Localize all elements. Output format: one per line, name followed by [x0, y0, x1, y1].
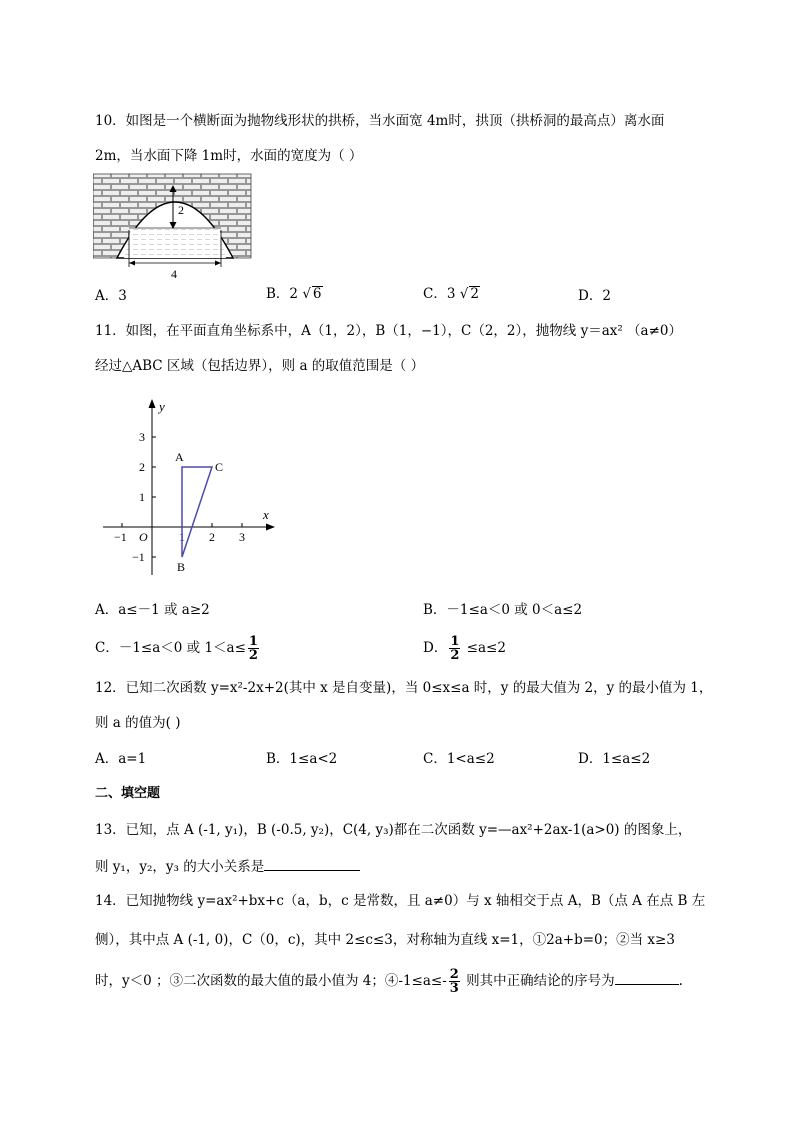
q11-x-tick: 2 — [209, 530, 215, 544]
q11-origin-label: O — [139, 530, 148, 544]
q10-stem-line1: 10．如图是一个横断面为抛物线形状的拱桥，当水面宽 4m时，拱顶（拱桥洞的最高点）离水面 — [95, 113, 665, 129]
q10-option-b-radicand: 6 — [312, 286, 322, 302]
q13-stem-line2 — [95, 856, 360, 876]
fraction-numerator: 1 — [248, 634, 258, 649]
fraction-denominator: 3 — [449, 981, 459, 996]
q10-option-a — [95, 287, 127, 305]
q10-option-d-label: D． — [578, 288, 603, 304]
q11-coordinate-figure — [95, 395, 285, 580]
fraction-numerator: 1 — [450, 634, 460, 649]
q10-option-a-label: A． — [95, 288, 119, 304]
q10-option-d-value: 2 — [602, 288, 611, 304]
q11-option-d-text: ≤a≤2 — [462, 640, 506, 656]
q10-option-b — [266, 285, 323, 303]
q10-stem-line2: 2m，当水面下降 1m时，水面的宽度为（ ） — [95, 148, 363, 164]
q11-option-d-label: D． — [423, 640, 448, 656]
sqrt-symbol-icon: √ — [459, 286, 469, 302]
q11-option-b: B．－1≤a＜0 或 0＜a≤2 — [423, 602, 583, 618]
q10-option-b-coef: 2 — [289, 286, 303, 302]
q14-stem-text: 时，y＜0 ；③二次函数的最大值的最小值为 4；④-1≤a≤- — [95, 973, 447, 989]
q12-option-a: A．a=1 — [95, 751, 147, 767]
q11-option-d-fraction — [449, 635, 460, 662]
q10-option-b-label: B． — [266, 286, 290, 302]
q13-stem-line1: 13．已知，点 A (-1, y₁)，B (-0.5, y₂)，C(4, y₃)都在二次函数 y=—ax²+2ax-1(a>0) 的图象上， — [95, 822, 692, 838]
q10-option-d — [578, 287, 611, 305]
q13-stem-text: 则 y₁，y₂，y₃ 的大小关系是 — [95, 859, 265, 875]
q12-option-c: C．1<a≤2 — [423, 751, 495, 767]
q10-height-label: 2 — [178, 203, 184, 217]
q11-stem-line1: 11．如图，在平面直角坐标系中，A（1，2），B（1，−1），C（2，2），抛物线 y＝ax² （a≠0） — [95, 323, 683, 339]
fraction-denominator: 2 — [248, 648, 258, 663]
q11-y-tick: −1 — [132, 550, 145, 564]
q11-y-tick: 1 — [139, 490, 145, 504]
q11-option-c-fraction — [248, 635, 259, 662]
q11-point-b-label: B — [177, 560, 186, 574]
q11-y-axis-label: y — [159, 399, 165, 414]
q14-stem-line2: 侧），其中点 A (-1, 0)，C（0，c)，其中 2≤c≤3，对称轴为直线 x=1，①2a+b=0；②当 x≥3 — [95, 932, 675, 948]
q10-option-c-coef: 3 — [446, 286, 460, 302]
q11-point-a-label: A — [175, 450, 184, 464]
q12-option-d: D．1≤a≤2 — [578, 751, 651, 767]
q10-option-a-value: 3 — [118, 288, 127, 304]
q10-option-c — [423, 285, 480, 303]
q14-stem-line1: 14．已知抛物线 y=ax²+bx+c（a，b，c 是常数，且 a≠0）与 x 轴相交于点 A，B（点 A 在点 B 左 — [95, 893, 706, 909]
q10-option-c-radicand: 2 — [470, 286, 479, 302]
q11-option-a: A．a≤－1 或 a≥2 — [95, 602, 210, 618]
q14-period: . — [678, 973, 683, 989]
q11-x-axis-label: x — [263, 507, 269, 522]
q11-x-tick: 1 — [179, 530, 185, 544]
q11-triangle-abc — [182, 467, 212, 557]
q14-answer-blank[interactable] — [615, 970, 679, 985]
q10-option-c-label: C． — [423, 286, 447, 302]
section-title: 二、填空题 — [95, 786, 161, 801]
q13-answer-blank[interactable] — [264, 856, 360, 871]
q11-x-tick: −1 — [114, 530, 127, 544]
q11-x-tick: 3 — [239, 530, 245, 544]
q11-option-c-text: C．－1≤a＜0 或 1＜a≤ — [95, 640, 246, 656]
q11-y-tick: 3 — [139, 430, 145, 444]
sqrt-symbol-icon: √ — [302, 286, 311, 302]
q10-width-label: 4 — [171, 267, 177, 281]
q11-option-d — [423, 635, 506, 662]
q11-stem-line2: 经过△ABC 区域（包括边界），则 a 的取值范围是（ ） — [95, 358, 425, 374]
q12-stem-line2: 则 a 的值为( ) — [95, 715, 181, 731]
q12-stem-line1: 12．已知二次函数 y=x²-2x+2(其中 x 是自变量)，当 0≤x≤a 时，y 的最大值为 2，y 的最小值为 1， — [95, 680, 713, 696]
q14-fraction — [449, 968, 460, 995]
q11-option-c — [95, 635, 261, 662]
q11-y-tick: 2 — [139, 460, 145, 474]
fraction-denominator: 2 — [450, 648, 460, 663]
q12-option-b: B．1≤a<2 — [266, 751, 338, 767]
q14-stem-line3 — [95, 968, 683, 995]
q10-arch-bridge-figure — [93, 172, 253, 284]
q11-point-c-label: C — [215, 460, 224, 474]
q14-stem-text-end: 则其中正确结论的序号为 — [461, 973, 615, 989]
fraction-numerator: 2 — [449, 967, 459, 982]
